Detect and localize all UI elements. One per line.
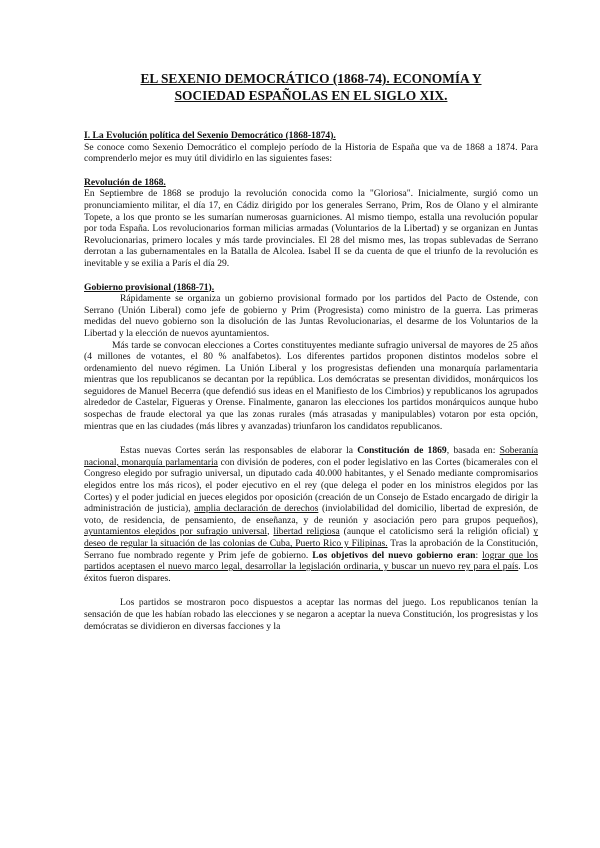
section-intro-paragraph: Se conoce como Sexenio Democrático el complejo período de la Historia de España que va de 1868 a 1874. Para comprenderlo mejor es muy útil dividirlo en las siguientes fases:: [84, 141, 538, 165]
colonias-underlined: y deseo de regular la situación de las colonias de Cuba, Puerto Rico y Filipinas.: [84, 526, 538, 549]
text-run: con división de poderes, con el poder legislativo en las Cortes (bicamerales con el Congreso elegido por sufragio universal, un diputado cada 40.000 habitantes, y el Senado mediante compromisarios elegidos entre los más ricos), el poder ejecutivo en el rey (que delega el poder en los ministros elegidos por las Cortes) y el poder judicial en jueces elegidos por oposición (creación de un Consejo de Estado encargado de dirigir la administración de justicia),: [84, 456, 539, 515]
page-title: [84, 70, 538, 104]
title-line-2: SOCIEDAD ESPAÑOLAS EN EL SIGLO XIX.: [174, 88, 448, 103]
section-heading-revolucion: Revolución de 1868.: [84, 176, 166, 188]
revolucion-paragraph: En Septiembre de 1868 se produjo la revolución conocida como la "Gloriosa". Inicialmente, surgió como un pronunciamiento militar, el día 17, en Cádiz dirigido por los generales Serrano, Prim, Ros de Olano y el almirante Topete, a los que pronto se les sumarían numerosas guarniciones. Al mismo tiempo, estalla una revolución popular por toda España. Los revolucionarios forman milicias armadas (Voluntarios de la Libertad) y se organizan en Juntas Revolucionarias, primero locales y más tarde provinciales. El 28 del mismo mes, las tropas sublevadas de Serrano derrotan a las gubernamentales en la Batalla de Alcolea. Isabel II se da cuenta de que el triunfo de la revolución es inevitable y se exilia a París el día 29.: [84, 188, 538, 269]
text-run: . Los éxitos fueron dispares.: [84, 561, 539, 584]
constitucion-1869-bold: Constitución de 1869: [357, 445, 447, 457]
text-run: (inviolabilidad del domicilio, libertad de expresión, de voto, de residencia, de pensamiento, de enseñanza, y de reunión y asociación pero para grupos pequeños),: [84, 503, 538, 526]
ayuntamientos-underlined: ayuntamientos elegidos por sufragio universal: [84, 526, 268, 538]
text-run: (aunque el catolicismo será la religión oficial): [339, 526, 534, 538]
objetivos-underlined: lograr que los partidos aceptasen el nuevo marco legal, desarrollar la legislación ordinaria, y buscar un nuevo rey para el país: [84, 549, 539, 573]
derechos-underlined: amplia declaración de derechos: [194, 503, 319, 515]
gobierno-paragraph-2: Más tarde se convocan elecciones a Cortes constituyentes mediante sufragio universal de mayores de 25 años (4 millones de votantes, el 80 % analfabetos). Los diferentes partidos proponen distintos modelos sobre el ordenamiento del nuevo régimen. La Unión Liberal y los progresistas defienden una monarquía parlamentaria mientras que los republicanos se decantan por la república. Los demócratas se presentan divididos, monárquicos los seguidores de Manuel Becerra (que defendió sus ideas en el Manifiesto de los Cimbrios) y republicanos los agrupados alrededor de Castelar, Figueras y Orense. Finalmente, ganaron las elecciones los partidos monárquicos aunque hubo sospechas de fraude electoral ya que las zonas rurales (más atrasadas y manipulables) votaron por esta opción, mientras que en las ciudades (más libres y avanzadas) triunfaron los candidatos republicanos.: [84, 339, 538, 432]
objetivos-bold: Los objetivos del nuevo gobierno eran: [312, 549, 476, 561]
section-heading-gobierno: Gobierno provisional (1868-71).: [84, 281, 215, 293]
text-run: ,: [267, 526, 274, 538]
libertad-religiosa-underlined: libertad religiosa: [273, 526, 340, 538]
text-run: Tras la aprobación de la Constitución, Serrano fue nombrado regente y Prim jefe de gobierno.: [84, 538, 538, 561]
text-run: , basada en:: [446, 445, 500, 457]
title-line-1: EL SEXENIO DEMOCRÁTICO (1868-74). ECONOMÍA Y: [140, 71, 482, 86]
partidos-paragraph: Los partidos se mostraron poco dispuestos a aceptar las normas del juego. Los republicanos tenían la sensación de que les habían robado las elecciones y se negaron a aceptar la nueva Constitución, los progresistas y los demócratas se dividieron en diversas facciones y la: [84, 597, 538, 632]
text-run: :: [475, 549, 483, 561]
gobierno-paragraph-1: Rápidamente se organiza un gobierno provisional formado por los partidos del Pacto de Ostende, con Serrano (Unión Liberal) como jefe de gobierno y Prim (Progresista) como ministro de la guerra. Las primeras medidas del nuevo gobierno son la disolución de las Juntas Revolucionarias, el desarme de los Voluntarios de la Libertad y la elección de nuevos ayuntamientos.: [84, 293, 538, 339]
constitucion-paragraph: [84, 445, 538, 584]
text-run: Estas nuevas Cortes serán las responsables de elaborar la: [120, 445, 358, 457]
soberania-underlined: Soberanía nacional, monarquía parlamentaria: [84, 445, 538, 468]
section-heading-evolucion: I. La Evolución política del Sexenio Democrático (1868-1874).: [84, 130, 336, 141]
